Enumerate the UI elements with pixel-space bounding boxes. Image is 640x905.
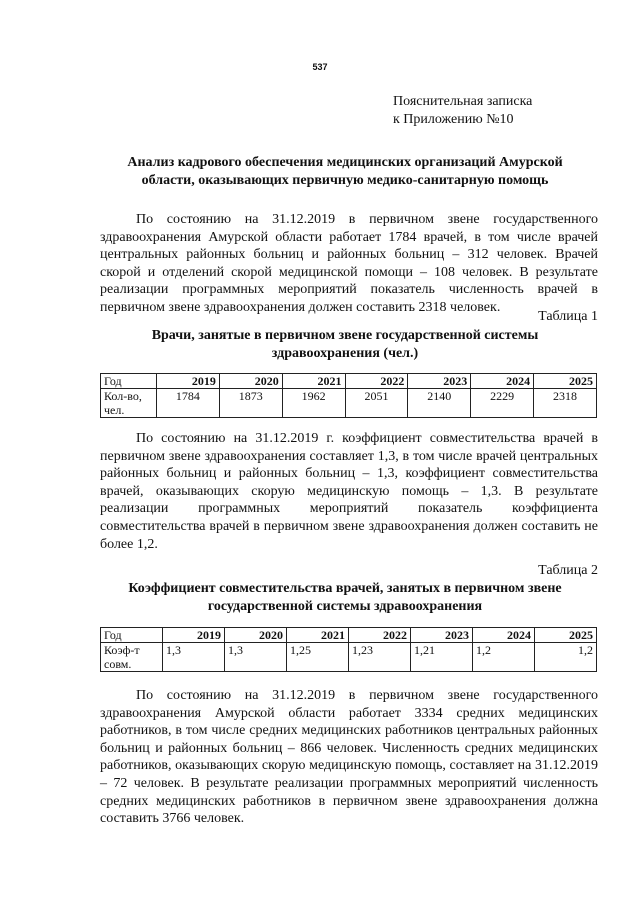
table-2-title	[100, 580, 590, 616]
title-line-1: Анализ кадрового обеспечения медицинских организаций Амурской	[127, 155, 563, 170]
table-2-header-cell: 2022	[349, 628, 411, 643]
table-2-cell: 1,2	[535, 643, 597, 672]
table-2-data-row	[101, 643, 597, 672]
table-1-cell: 1873	[219, 389, 282, 418]
paragraph-1: По состоянию на 31.12.2019 в первичном звене государственного здравоохранения Амурской области работает 1784 врачей, в том числе врачей центральных районных больниц и районных больниц – 312 человек. Врачей скорой и отделений скорой медицинской помощи – 108 человек. В результате реализации программных мероприятий показатель численность врачей в первичном звене здравоохранения должен составить 2318 человек.	[100, 212, 598, 315]
table-1-title-line-1: Врачи, занятые в первичном звене государственной системы	[151, 328, 539, 343]
table-2-cell: 1,2	[473, 643, 535, 672]
table-1-header-cell: 2023	[408, 374, 471, 389]
table-1-cell: 1784	[157, 389, 220, 418]
table-1-caption: Таблица 1	[538, 309, 598, 324]
table-1-row-label: Кол-во, чел.	[101, 389, 157, 418]
table-2-title-line-2: государственной системы здравоохранения	[207, 599, 483, 614]
paragraph-2: По состоянию на 31.12.2019 г. коэффициент совместительства врачей в первичном звене здравоохранения составляет 1,3, в том числе врачей центральных районных больниц и районных больниц – 1,3, коэффициент совместительства врачей, оказывающих скорую медицинскую помощь – 1,3. В результате реализации программных мероприятий показатель коэффициента совместительства врачей в первичном звене здравоохранения должен составить не более 1,2.	[100, 431, 598, 552]
table-1-cell: 2229	[471, 389, 534, 418]
table-2-title-line-1: Коэффициент совместительства врачей, занятых в первичном звене	[128, 581, 562, 596]
table-1-header-cell: 2024	[471, 374, 534, 389]
table-1-cell: 2318	[534, 389, 597, 418]
table-1-header-cell: 2021	[282, 374, 345, 389]
table-2-header-cell: 2024	[473, 628, 535, 643]
table-1-header-cell: 2025	[534, 374, 597, 389]
table-1-cell: 1962	[282, 389, 345, 418]
table-1-title	[100, 327, 590, 363]
table-1-header-cell: 2020	[219, 374, 282, 389]
table-1-data-row	[101, 389, 597, 418]
table-1-cell: 2140	[408, 389, 471, 418]
note-line-1: Пояснительная записка	[393, 94, 533, 109]
note-line-2: к Приложению №10	[393, 112, 514, 127]
table-2-cell: 1,21	[411, 643, 473, 672]
table-1-cell: 2051	[345, 389, 408, 418]
table-2-header-cell: 2020	[225, 628, 287, 643]
table-2-header-cell: Год	[101, 628, 163, 643]
table-1-header-row	[101, 374, 597, 389]
table-2-header-cell: 2021	[287, 628, 349, 643]
table-1-header-cell: 2022	[345, 374, 408, 389]
table-2-cell: 1,23	[349, 643, 411, 672]
table-2-header-row	[101, 628, 597, 643]
table-2-header-cell: 2023	[411, 628, 473, 643]
table-1-title-line-2: здравоохранения (чел.)	[271, 346, 419, 361]
table-2-caption: Таблица 2	[538, 563, 598, 578]
title-line-2: области, оказывающих первичную медико-санитарную помощь	[141, 173, 549, 188]
table-1	[100, 373, 597, 418]
table-1-header-cell: 2019	[157, 374, 220, 389]
explanatory-note	[393, 93, 532, 129]
table-2-row-label: Коэф-т совм.	[101, 643, 163, 672]
table-2-cell: 1,25	[287, 643, 349, 672]
table-2-header-cell: 2019	[163, 628, 225, 643]
table-2-cell: 1,3	[225, 643, 287, 672]
table-1-header-cell: Год	[101, 374, 157, 389]
document-title	[100, 154, 590, 190]
page-number: 537	[312, 62, 328, 72]
table-2	[100, 627, 597, 672]
table-2-header-cell: 2025	[535, 628, 597, 643]
table-2-cell: 1,3	[163, 643, 225, 672]
paragraph-3: По состоянию на 31.12.2019 в первичном звене государственного здравоохранения Амурской области работает 3334 средних медицинских работников, в том числе средних медицинских работников центральных районных больниц и районных больниц – 866 человек. Численность средних медицинских работников, оказывающих скорую медицинскую помощь, составляет на 31.12.2019 – 72 человек. В результате реализации программных мероприятий численность средних медицинских работников в первичном звене здравоохранения должна составить 3766 человек.	[100, 688, 598, 827]
